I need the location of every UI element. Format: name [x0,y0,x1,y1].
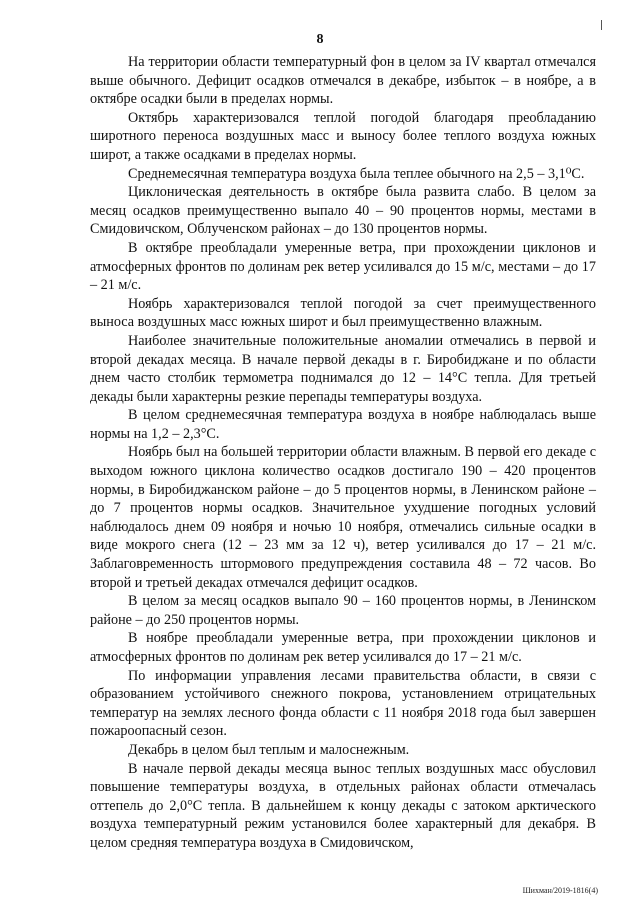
paragraph: Циклоническая деятельность в октябре была развита слабо. В целом за месяц осадков преимущественно выпало 40 – 90 процентов нормы, местами в Смидовичском, Облученском районах – до 130 процентов нормы. [90,184,596,238]
paragraph: В целом за месяц осадков выпало 90 – 160 процентов нормы, в Ленинском районе – до 250 процентов нормы. [90,593,596,628]
paragraph: Ноябрь был на большей территории области влажным. В первой его декаде с выходом южного циклона количество осадков достигало 190 – 420 процентов нормы, в Биробиджанском районе – до 5 процентов нормы, в Ленинском районе – до 7 процентов нормы осадков. Значительное ухудшение погодных условий наблюдалось днем 09 ноября и ночью 10 ноября, отмечались сильные осадки в виде мокрого снега (12 – 23 мм за 12 ч), ветер усиливался до 17 – 21 м/с. Заблаговременность штормового предупреждения составила 48 – 72 часов. Во второй и третьей декадах отмечался дефицит осадков. [90,444,596,591]
paragraph: В целом среднемесячная температура воздуха в ноябре наблюдалась выше нормы на 1,2 – 2,3°С. [90,407,596,442]
paragraph: В октябре преобладали умеренные ветра, при прохождении циклонов и атмосферных фронтов по долинам рек ветер усиливался до 15 м/с, местами – до 17 – 21 м/с. [90,239,596,294]
footer-reference: Шихман/2019-1816(4) [522,886,598,895]
paragraph: Октябрь характеризовался теплой погодой благодаря преобладанию широтного переноса воздушных масс и выносу более теплого воздуха южных широт, а также осадками в пределах нормы. [90,109,596,163]
document-body [90,53,596,853]
paragraph: По информации управления лесами правительства области, в связи с образованием устойчивого снежного покрова, установлением отрицательных температур на землях лесного фонда области с 11 ноября 2018 года был завершен пожароопасный сезон. [90,667,596,740]
scan-mark [601,20,602,30]
page-number: 8 [316,32,324,47]
paragraph: Среднемесячная температура воздуха была теплее обычного на 2,5 – 3,1⁰С. [128,165,585,182]
paragraph: Декабрь в целом был теплым и малоснежным. [128,741,410,758]
paragraph: На территории области температурный фон в целом за IV квартал отмечался выше обычного. Дефицит осадков отмечался в декабре, избыток – в ноябре, а в октябре осадки были в пределах нормы. [90,54,596,108]
paragraph: Ноябрь характеризовался теплой погодой за счет преимущественного выноса воздушных масс южных широт и был преимущественно влажным. [90,295,596,331]
paragraph: В начале первой декады месяца вынос теплых воздушных масс обусловил повышение температуры воздуха, в отдельных районах области отмечалась оттепель до 2,0°С тепла. В дальнейшем к концу декады с затоком арктического воздуха температурный режим установился более характерный для декабря. В целом средняя температура воздуха в Смидовичском, [90,760,596,851]
paragraph: В ноябре преобладали умеренные ветра, при прохождении циклонов и атмосферных фронтов по долинам рек ветер усиливался до 17 – 21 м/с. [90,630,596,665]
paragraph: Наиболее значительные положительные аномалии отмечались в первой и второй декадах месяца. В начале первой декады в г. Биробиджане и по области днем часто столбик термометра поднимался до 12 – 14°С тепла. Для третьей декады были характерны резкие перепады температуры воздуха. [90,332,596,405]
